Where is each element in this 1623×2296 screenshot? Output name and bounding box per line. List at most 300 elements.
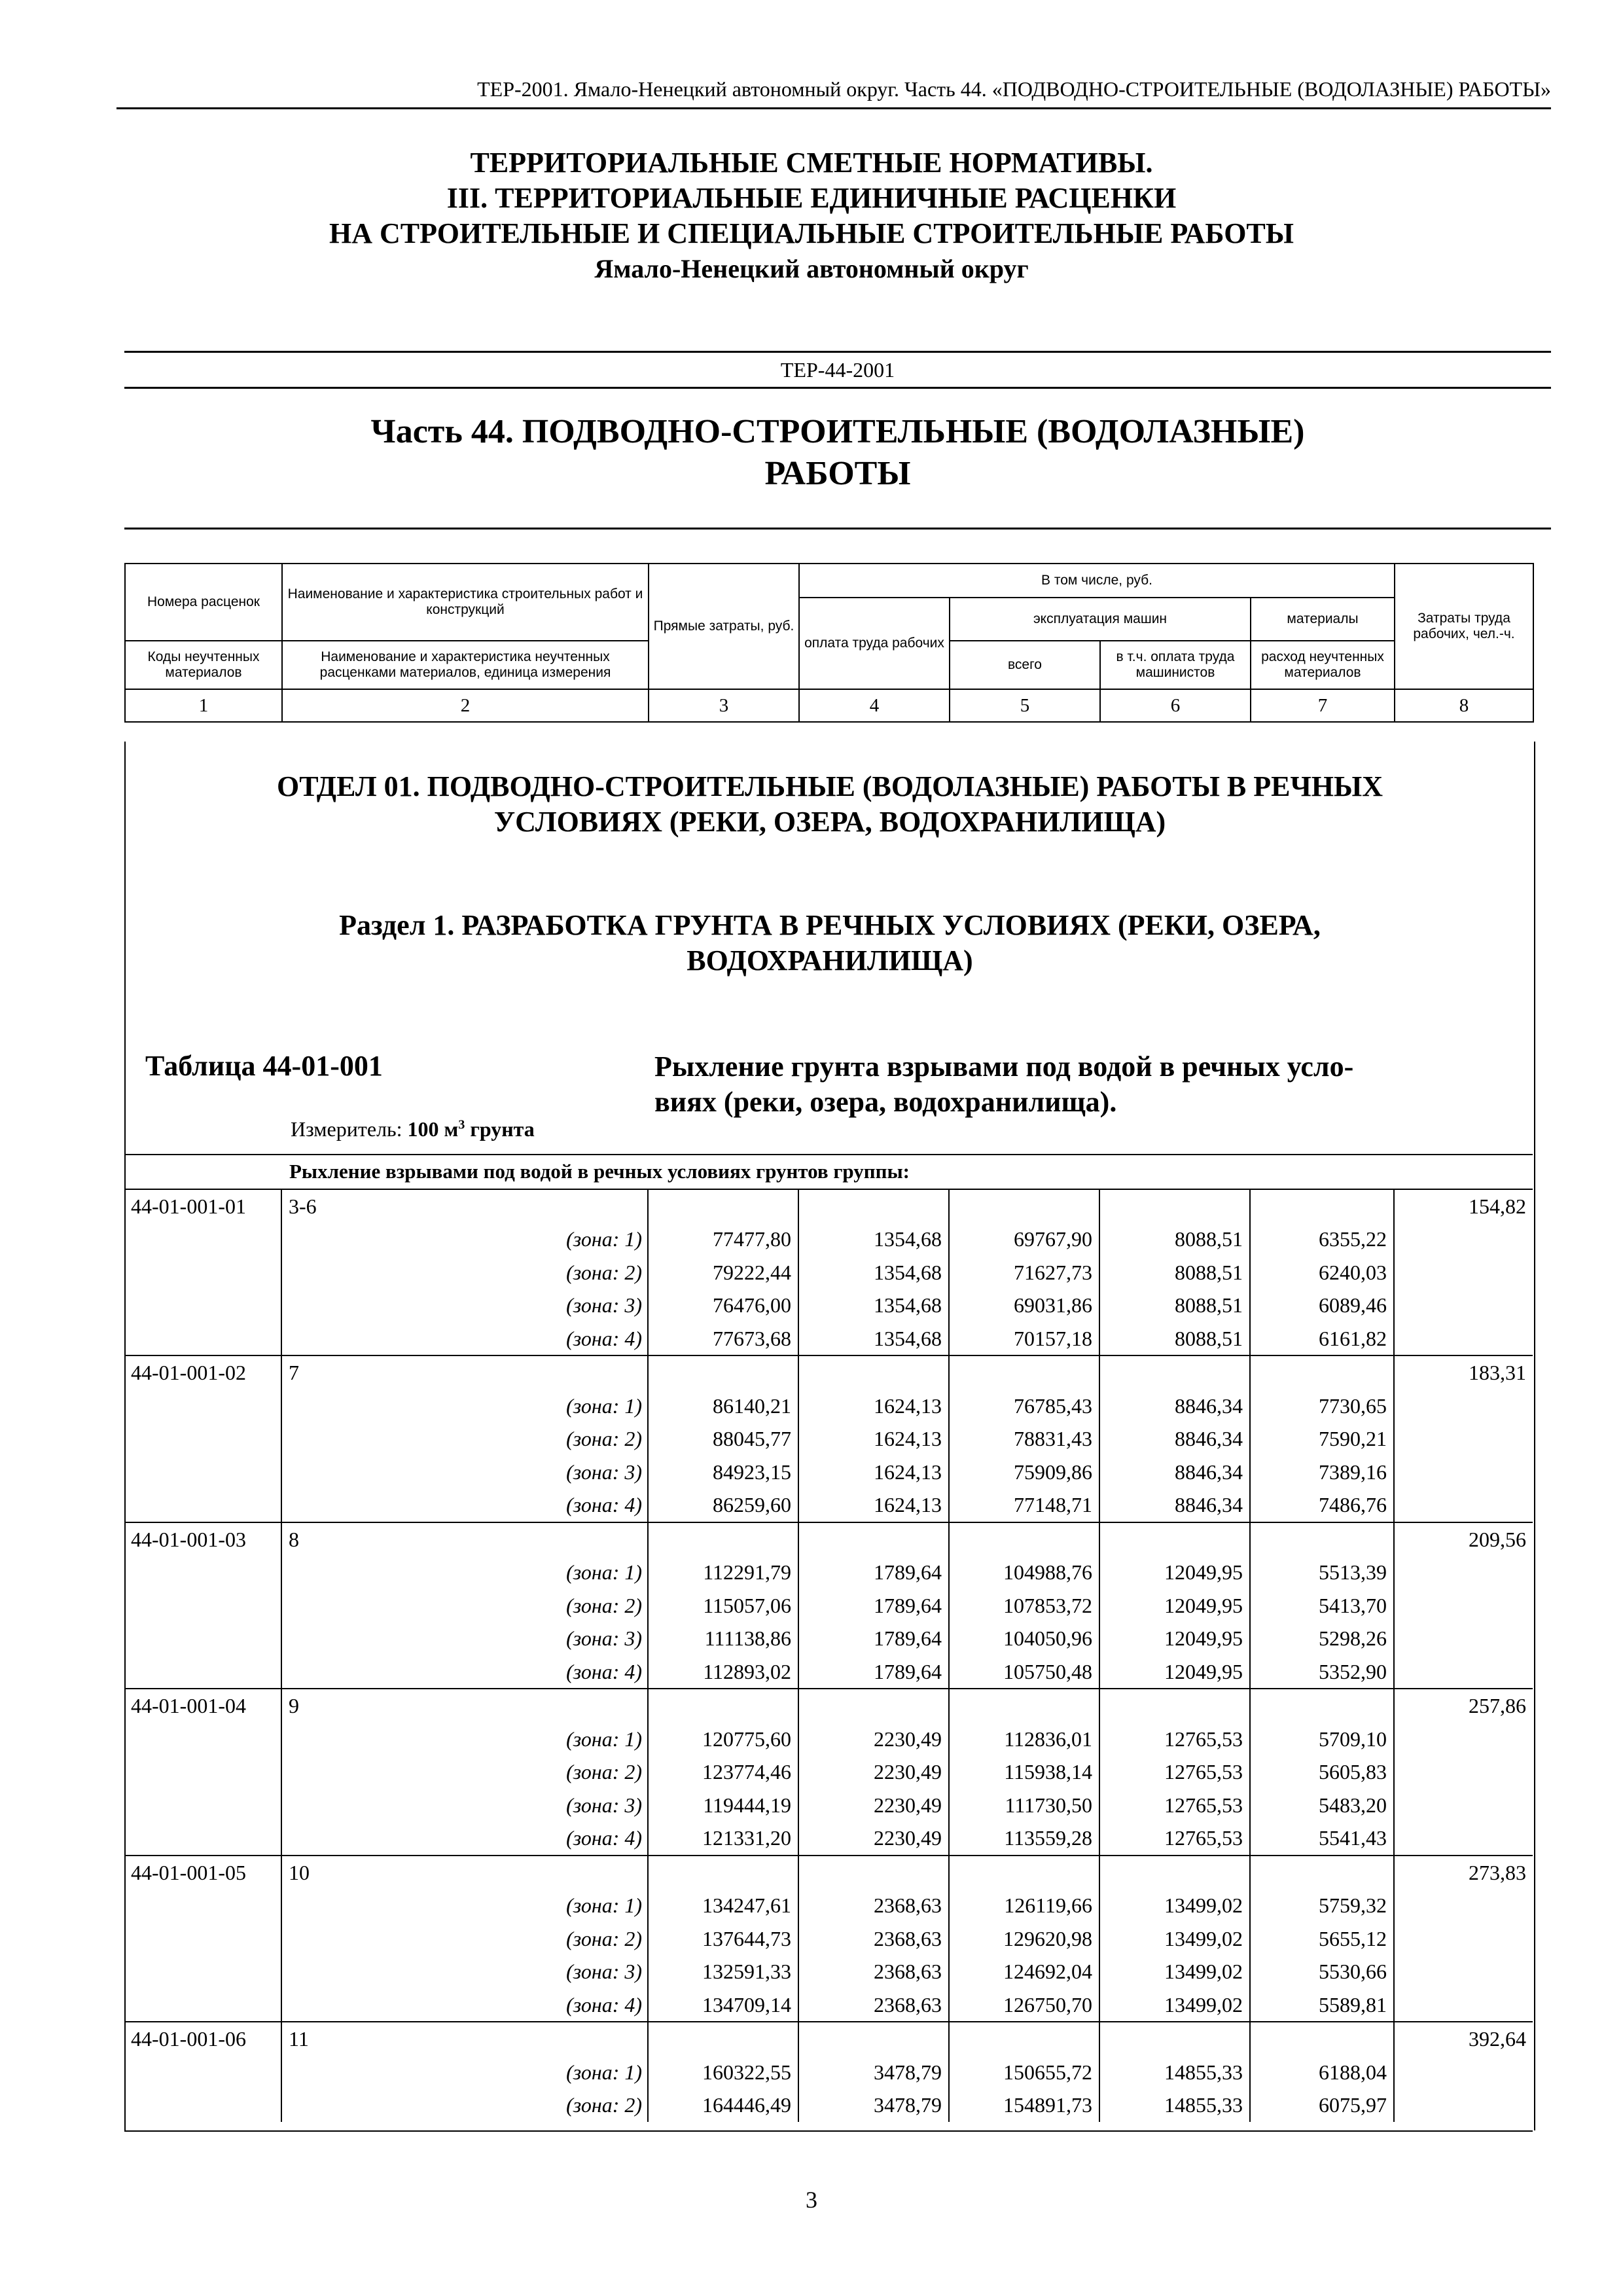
empty-cell bbox=[124, 2056, 281, 2089]
direct-cost: 76476,00 bbox=[648, 1289, 798, 1322]
worker-wages: 1624,13 bbox=[798, 1422, 949, 1456]
division-title-line-1: ОТДЕЛ 01. ПОДВОДНО-СТРОИТЕЛЬНЫЕ (ВОДОЛАЗНЫЕ) РАБОТЫ В РЕЧНЫХ bbox=[277, 770, 1383, 802]
empty-cell bbox=[648, 1355, 798, 1390]
worker-wages: 1789,64 bbox=[798, 1556, 949, 1589]
materials-cost: 6355,22 bbox=[1250, 1223, 1394, 1256]
zone-label: (зона: 2) bbox=[281, 2089, 648, 2122]
empty-cell bbox=[1394, 1289, 1533, 1322]
empty-cell bbox=[648, 1189, 798, 1223]
zone-row bbox=[124, 1556, 1533, 1589]
zone-row bbox=[124, 1789, 1533, 1822]
empty-cell bbox=[1394, 1390, 1533, 1423]
zone-row bbox=[124, 1622, 1533, 1655]
machinist-wages: 13499,02 bbox=[1099, 1988, 1250, 2022]
worker-wages: 1354,68 bbox=[798, 1223, 949, 1256]
empty-cell bbox=[124, 1322, 281, 1356]
machine-cost: 107853,72 bbox=[949, 1589, 1099, 1623]
direct-cost: 164446,49 bbox=[648, 2089, 798, 2122]
worker-wages: 1354,68 bbox=[798, 1289, 949, 1322]
soil-group: 3-6 bbox=[281, 1189, 648, 1223]
empty-cell bbox=[1394, 1589, 1533, 1623]
empty-cell bbox=[1099, 1522, 1250, 1556]
empty-cell bbox=[1250, 1689, 1394, 1723]
worker-wages: 1789,64 bbox=[798, 1655, 949, 1689]
labor-cost: 209,56 bbox=[1394, 1522, 1533, 1556]
rate-row bbox=[124, 1355, 1533, 1390]
direct-cost: 119444,19 bbox=[648, 1789, 798, 1822]
soil-group: 11 bbox=[281, 2022, 648, 2056]
empty-cell bbox=[949, 1856, 1099, 1890]
group-label: Рыхление взрывами под водой в речных условиях грунтов группы: bbox=[124, 1155, 1533, 1189]
direct-cost: 137644,73 bbox=[648, 1922, 798, 1956]
worker-wages: 2368,63 bbox=[798, 1955, 949, 1988]
direct-cost: 111138,86 bbox=[648, 1622, 798, 1655]
part-title-line-2: РАБОТЫ bbox=[764, 455, 911, 492]
header-col3: Прямые затраты, руб. bbox=[649, 564, 799, 689]
rate-code: 44-01-001-06 bbox=[124, 2022, 281, 2056]
zone-label: (зона: 3) bbox=[281, 1622, 648, 1655]
zone-label: (зона: 1) bbox=[281, 1556, 648, 1589]
empty-cell bbox=[798, 1355, 949, 1390]
soil-group: 8 bbox=[281, 1522, 648, 1556]
labor-cost: 273,83 bbox=[1394, 1856, 1533, 1890]
direct-cost: 77673,68 bbox=[648, 1322, 798, 1356]
materials-cost: 5530,66 bbox=[1250, 1955, 1394, 1988]
machine-cost: 75909,86 bbox=[949, 1456, 1099, 1489]
title-rule bbox=[124, 528, 1551, 529]
zone-label: (зона: 1) bbox=[281, 2056, 648, 2089]
machine-cost: 71627,73 bbox=[949, 1256, 1099, 1289]
header-col1-bottom: Коды неучтенных материалов bbox=[125, 641, 282, 689]
empty-cell bbox=[124, 1789, 281, 1822]
header-line-1: ТЕРРИТОРИАЛЬНЫЕ СМЕТНЫЕ НОРМАТИВЫ. bbox=[470, 147, 1153, 179]
zone-row bbox=[124, 2089, 1533, 2122]
running-head: ТЕР-2001. Ямало-Ненецкий автономный округ. Часть 44. «ПОДВОДНО-СТРОИТЕЛЬНЫЕ (ВОДОЛАЗНЫЕ) РАБОТЫ» bbox=[116, 71, 1551, 109]
empty-cell bbox=[1394, 1988, 1533, 2022]
zone-label: (зона: 3) bbox=[281, 1456, 648, 1489]
zone-row bbox=[124, 1488, 1533, 1522]
empty-cell bbox=[1394, 1789, 1533, 1822]
empty-cell bbox=[124, 1589, 281, 1623]
empty-cell bbox=[1250, 1189, 1394, 1223]
section-title-line-1: Раздел 1. РАЗРАБОТКА ГРУНТА В РЕЧНЫХ УСЛОВИЯХ (РЕКИ, ОЗЕРА, bbox=[339, 909, 1321, 941]
header-line-3: НА СТРОИТЕЛЬНЫЕ И СПЕЦИАЛЬНЫЕ СТРОИТЕЛЬНЫЕ РАБОТЫ bbox=[329, 217, 1294, 249]
empty-cell bbox=[124, 1955, 281, 1988]
materials-cost: 5483,20 bbox=[1250, 1789, 1394, 1822]
zone-label: (зона: 2) bbox=[281, 1589, 648, 1623]
division-title bbox=[126, 769, 1534, 840]
group-label-row bbox=[124, 1155, 1533, 1189]
empty-cell bbox=[1394, 1655, 1533, 1689]
zone-row bbox=[124, 1955, 1533, 1988]
empty-cell bbox=[1394, 2056, 1533, 2089]
zone-row bbox=[124, 2056, 1533, 2089]
zone-row bbox=[124, 1723, 1533, 1756]
empty-cell bbox=[1099, 1689, 1250, 1723]
zone-row bbox=[124, 1889, 1533, 1922]
zone-row bbox=[124, 1922, 1533, 1956]
section-title-line-2: ВОДОХРАНИЛИЩА) bbox=[687, 944, 973, 977]
direct-cost: 115057,06 bbox=[648, 1589, 798, 1623]
materials-cost: 5413,70 bbox=[1250, 1589, 1394, 1623]
machine-cost: 154891,73 bbox=[949, 2089, 1099, 2122]
machinist-wages: 13499,02 bbox=[1099, 1889, 1250, 1922]
materials-cost: 7389,16 bbox=[1250, 1456, 1394, 1489]
machine-cost: 76785,43 bbox=[949, 1390, 1099, 1423]
zone-row bbox=[124, 1422, 1533, 1456]
rate-row bbox=[124, 1522, 1533, 1556]
empty-cell bbox=[1394, 1456, 1533, 1489]
col-number: 8 bbox=[1395, 689, 1533, 722]
empty-cell bbox=[798, 1189, 949, 1223]
empty-cell bbox=[798, 2022, 949, 2056]
header-incl: В том числе, руб. bbox=[799, 564, 1395, 598]
document-code: ТЕР-44-2001 bbox=[124, 351, 1551, 389]
header-col6: в т.ч. оплата труда машинистов bbox=[1100, 641, 1251, 689]
part-title bbox=[124, 411, 1551, 495]
soil-group: 10 bbox=[281, 1856, 648, 1890]
zone-row bbox=[124, 1223, 1533, 1256]
labor-cost: 257,86 bbox=[1394, 1689, 1533, 1723]
col-number: 3 bbox=[649, 689, 799, 722]
header-col1-top: Номера расценок bbox=[125, 564, 282, 641]
empty-cell bbox=[124, 1456, 281, 1489]
materials-cost: 5605,83 bbox=[1250, 1755, 1394, 1789]
machine-cost: 126750,70 bbox=[949, 1988, 1099, 2022]
zone-row bbox=[124, 1655, 1533, 1689]
worker-wages: 2230,49 bbox=[798, 1755, 949, 1789]
machinist-wages: 8088,51 bbox=[1099, 1289, 1250, 1322]
empty-cell bbox=[949, 1522, 1099, 1556]
materials-cost: 5589,81 bbox=[1250, 1988, 1394, 2022]
direct-cost: 77477,80 bbox=[648, 1223, 798, 1256]
machinist-wages: 12049,95 bbox=[1099, 1556, 1250, 1589]
worker-wages: 2368,63 bbox=[798, 1889, 949, 1922]
machine-cost: 78831,43 bbox=[949, 1422, 1099, 1456]
page-number: 3 bbox=[806, 2187, 817, 2213]
materials-cost: 6161,82 bbox=[1250, 1322, 1394, 1356]
materials-cost: 5709,10 bbox=[1250, 1723, 1394, 1756]
direct-cost: 112291,79 bbox=[648, 1556, 798, 1589]
zone-label: (зона: 4) bbox=[281, 1821, 648, 1856]
machine-cost: 111730,50 bbox=[949, 1789, 1099, 1822]
zone-label: (зона: 1) bbox=[281, 1223, 648, 1256]
empty-cell bbox=[1394, 1821, 1533, 1856]
worker-wages: 3478,79 bbox=[798, 2056, 949, 2089]
empty-cell bbox=[1099, 1856, 1250, 1890]
division-title-line-2: УСЛОВИЯХ (РЕКИ, ОЗЕРА, ВОДОХРАНИЛИЩА) bbox=[493, 806, 1166, 838]
machinist-wages: 12765,53 bbox=[1099, 1723, 1250, 1756]
direct-cost: 79222,44 bbox=[648, 1256, 798, 1289]
col-number: 4 bbox=[799, 689, 950, 722]
machine-cost: 112836,01 bbox=[949, 1723, 1099, 1756]
table-number: Таблица 44-01-001 bbox=[145, 1050, 383, 1082]
machinist-wages: 8846,34 bbox=[1099, 1390, 1250, 1423]
zone-label: (зона: 2) bbox=[281, 1422, 648, 1456]
zone-row bbox=[124, 1755, 1533, 1789]
worker-wages: 1789,64 bbox=[798, 1589, 949, 1623]
materials-cost: 5513,39 bbox=[1250, 1556, 1394, 1589]
materials-cost: 7486,76 bbox=[1250, 1488, 1394, 1522]
machine-cost: 105750,48 bbox=[949, 1655, 1099, 1689]
machinist-wages: 12765,53 bbox=[1099, 1789, 1250, 1822]
worker-wages: 1789,64 bbox=[798, 1622, 949, 1655]
empty-cell bbox=[949, 1689, 1099, 1723]
empty-cell bbox=[798, 1856, 949, 1890]
empty-cell bbox=[1394, 1755, 1533, 1789]
materials-cost: 5541,43 bbox=[1250, 1821, 1394, 1856]
machinist-wages: 8088,51 bbox=[1099, 1223, 1250, 1256]
machinist-wages: 12765,53 bbox=[1099, 1755, 1250, 1789]
empty-cell bbox=[648, 1522, 798, 1556]
machinist-wages: 8088,51 bbox=[1099, 1256, 1250, 1289]
empty-cell bbox=[648, 1689, 798, 1723]
zone-row bbox=[124, 1390, 1533, 1423]
empty-cell bbox=[124, 1289, 281, 1322]
machine-cost: 104050,96 bbox=[949, 1622, 1099, 1655]
empty-cell bbox=[1099, 2022, 1250, 2056]
labor-cost: 154,82 bbox=[1394, 1189, 1533, 1223]
zone-label: (зона: 1) bbox=[281, 1723, 648, 1756]
worker-wages: 2230,49 bbox=[798, 1789, 949, 1822]
machine-cost: 124692,04 bbox=[949, 1955, 1099, 1988]
machine-cost: 115938,14 bbox=[949, 1755, 1099, 1789]
empty-cell bbox=[1250, 1856, 1394, 1890]
empty-cell bbox=[1394, 1322, 1533, 1356]
price-table bbox=[124, 1154, 1533, 2122]
meter bbox=[291, 1117, 535, 1141]
empty-cell bbox=[1394, 1488, 1533, 1522]
machine-cost: 104988,76 bbox=[949, 1556, 1099, 1589]
empty-cell bbox=[1394, 1422, 1533, 1456]
zone-label: (зона: 2) bbox=[281, 1755, 648, 1789]
zone-label: (зона: 3) bbox=[281, 1789, 648, 1822]
empty-cell bbox=[949, 2022, 1099, 2056]
empty-cell bbox=[124, 1422, 281, 1456]
machine-cost: 150655,72 bbox=[949, 2056, 1099, 2089]
header-col8: Затраты труда рабочих, чел.-ч. bbox=[1395, 564, 1533, 689]
col-number: 7 bbox=[1251, 689, 1395, 722]
materials-cost: 6075,97 bbox=[1250, 2089, 1394, 2122]
table-header bbox=[124, 563, 1533, 723]
header-col7: расход неучтенных материалов bbox=[1251, 641, 1395, 689]
zone-row bbox=[124, 1589, 1533, 1623]
materials-cost: 5759,32 bbox=[1250, 1889, 1394, 1922]
header-col5: всего bbox=[950, 641, 1100, 689]
empty-cell bbox=[124, 1755, 281, 1789]
materials-cost: 5298,26 bbox=[1250, 1622, 1394, 1655]
empty-cell bbox=[124, 1922, 281, 1956]
machinist-wages: 12049,95 bbox=[1099, 1589, 1250, 1623]
empty-cell bbox=[798, 1689, 949, 1723]
empty-cell bbox=[1394, 1622, 1533, 1655]
section-title bbox=[126, 908, 1534, 978]
direct-cost: 132591,33 bbox=[648, 1955, 798, 1988]
zone-row bbox=[124, 1456, 1533, 1489]
col-number: 5 bbox=[950, 689, 1100, 722]
rate-row bbox=[124, 1689, 1533, 1723]
rate-row bbox=[124, 1856, 1533, 1890]
machinist-wages: 8846,34 bbox=[1099, 1488, 1250, 1522]
header-col2-top: Наименование и характеристика строительных работ и конструкций bbox=[282, 564, 649, 641]
machine-cost: 70157,18 bbox=[949, 1322, 1099, 1356]
worker-wages: 2230,49 bbox=[798, 1723, 949, 1756]
machine-cost: 129620,98 bbox=[949, 1922, 1099, 1956]
worker-wages: 1624,13 bbox=[798, 1488, 949, 1522]
materials-cost: 6240,03 bbox=[1250, 1256, 1394, 1289]
zone-label: (зона: 2) bbox=[281, 1922, 648, 1956]
empty-cell bbox=[124, 1988, 281, 2022]
zone-label: (зона: 4) bbox=[281, 1655, 648, 1689]
machine-cost: 113559,28 bbox=[949, 1821, 1099, 1856]
direct-cost: 134247,61 bbox=[648, 1889, 798, 1922]
zone-row bbox=[124, 1821, 1533, 1856]
zone-label: (зона: 1) bbox=[281, 1390, 648, 1423]
materials-cost: 5655,12 bbox=[1250, 1922, 1394, 1956]
materials-cost: 7590,21 bbox=[1250, 1422, 1394, 1456]
col-number: 1 bbox=[125, 689, 282, 722]
empty-cell bbox=[124, 1655, 281, 1689]
header-line-2: III. ТЕРРИТОРИАЛЬНЫЕ ЕДИНИЧНЫЕ РАСЦЕНКИ bbox=[446, 182, 1177, 214]
zone-label: (зона: 2) bbox=[281, 1256, 648, 1289]
empty-cell bbox=[124, 2089, 281, 2122]
materials-cost: 5352,90 bbox=[1250, 1655, 1394, 1689]
worker-wages: 1624,13 bbox=[798, 1456, 949, 1489]
empty-cell bbox=[1394, 1556, 1533, 1589]
machine-cost: 69031,86 bbox=[949, 1289, 1099, 1322]
worker-wages: 2368,63 bbox=[798, 1922, 949, 1956]
col-number: 6 bbox=[1100, 689, 1251, 722]
zone-row bbox=[124, 1322, 1533, 1356]
soil-group: 9 bbox=[281, 1689, 648, 1723]
direct-cost: 120775,60 bbox=[648, 1723, 798, 1756]
machinist-wages: 12049,95 bbox=[1099, 1655, 1250, 1689]
empty-cell bbox=[1394, 1256, 1533, 1289]
direct-cost: 123774,46 bbox=[648, 1755, 798, 1789]
empty-cell bbox=[1394, 1955, 1533, 1988]
rate-code: 44-01-001-02 bbox=[124, 1355, 281, 1390]
machinist-wages: 13499,02 bbox=[1099, 1955, 1250, 1988]
empty-cell bbox=[1394, 1889, 1533, 1922]
labor-cost: 392,64 bbox=[1394, 2022, 1533, 2056]
empty-cell bbox=[124, 1889, 281, 1922]
worker-wages: 2230,49 bbox=[798, 1821, 949, 1856]
empty-cell bbox=[1394, 1223, 1533, 1256]
zone-label: (зона: 4) bbox=[281, 1988, 648, 2022]
header-machines: эксплуатация машин bbox=[950, 598, 1251, 641]
meter-value: 100 $м^3$ грунта bbox=[407, 1117, 535, 1141]
zone-row bbox=[124, 1988, 1533, 2022]
zone-label: (зона: 3) bbox=[281, 1955, 648, 1988]
header-col2-bottom: Наименование и характеристика неучтенных расценками материалов, единица измерения bbox=[282, 641, 649, 689]
zone-row bbox=[124, 1289, 1533, 1322]
empty-cell bbox=[124, 1723, 281, 1756]
materials-cost: 6089,46 bbox=[1250, 1289, 1394, 1322]
machine-cost: 126119,66 bbox=[949, 1889, 1099, 1922]
worker-wages: 2368,63 bbox=[798, 1988, 949, 2022]
meter-label: Измеритель: bbox=[291, 1117, 408, 1141]
empty-cell bbox=[648, 1856, 798, 1890]
machine-cost: 69767,90 bbox=[949, 1223, 1099, 1256]
empty-cell bbox=[1394, 2089, 1533, 2122]
machinist-wages: 12049,95 bbox=[1099, 1622, 1250, 1655]
direct-cost: 88045,77 bbox=[648, 1422, 798, 1456]
zone-label: (зона: 1) bbox=[281, 1889, 648, 1922]
zone-label: (зона: 3) bbox=[281, 1289, 648, 1322]
materials-cost: 7730,65 bbox=[1250, 1390, 1394, 1423]
table-name-line-2: виях (реки, озера, водохранилища). bbox=[654, 1086, 1117, 1118]
part-title-line-1: Часть 44. ПОДВОДНО-СТРОИТЕЛЬНЫЕ (ВОДОЛАЗНЫЕ) bbox=[370, 413, 1305, 450]
machinist-wages: 8846,34 bbox=[1099, 1422, 1250, 1456]
rate-row bbox=[124, 2022, 1533, 2056]
direct-cost: 86259,60 bbox=[648, 1488, 798, 1522]
machinist-wages: 12765,53 bbox=[1099, 1821, 1250, 1856]
machine-cost: 77148,71 bbox=[949, 1488, 1099, 1522]
empty-cell bbox=[124, 1390, 281, 1423]
direct-cost: 86140,21 bbox=[648, 1390, 798, 1423]
empty-cell bbox=[124, 1556, 281, 1589]
empty-cell bbox=[1394, 1723, 1533, 1756]
table-name-line-1: Рыхление грунта взрывами под водой в речных усло- bbox=[654, 1050, 1354, 1083]
machinist-wages: 13499,02 bbox=[1099, 1922, 1250, 1956]
empty-cell bbox=[124, 1256, 281, 1289]
worker-wages: 1354,68 bbox=[798, 1256, 949, 1289]
table-name bbox=[654, 1049, 1505, 1120]
machinist-wages: 14855,33 bbox=[1099, 2056, 1250, 2089]
empty-cell bbox=[1250, 1522, 1394, 1556]
direct-cost: 84923,15 bbox=[648, 1456, 798, 1489]
empty-cell bbox=[1099, 1189, 1250, 1223]
empty-cell bbox=[124, 1821, 281, 1856]
rate-code: 44-01-001-04 bbox=[124, 1689, 281, 1723]
zone-label: (зона: 4) bbox=[281, 1488, 648, 1522]
machinist-wages: 8088,51 bbox=[1099, 1322, 1250, 1356]
empty-cell bbox=[648, 2022, 798, 2056]
header-materials: материалы bbox=[1251, 598, 1395, 641]
worker-wages: 3478,79 bbox=[798, 2089, 949, 2122]
materials-cost: 6188,04 bbox=[1250, 2056, 1394, 2089]
machinist-wages: 14855,33 bbox=[1099, 2089, 1250, 2122]
rate-code: 44-01-001-05 bbox=[124, 1856, 281, 1890]
zone-row bbox=[124, 1256, 1533, 1289]
header-col4: оплата труда рабочих bbox=[799, 598, 950, 689]
empty-cell bbox=[124, 1622, 281, 1655]
machinist-wages: 8846,34 bbox=[1099, 1456, 1250, 1489]
table-bottom-edge bbox=[124, 2130, 1533, 2132]
direct-cost: 121331,20 bbox=[648, 1821, 798, 1856]
direct-cost: 160322,55 bbox=[648, 2056, 798, 2089]
soil-group: 7 bbox=[281, 1355, 648, 1390]
direct-cost: 134709,14 bbox=[648, 1988, 798, 2022]
empty-cell bbox=[1099, 1355, 1250, 1390]
empty-cell bbox=[1250, 1355, 1394, 1390]
empty-cell bbox=[1250, 2022, 1394, 2056]
empty-cell bbox=[798, 1522, 949, 1556]
col-number: 2 bbox=[282, 689, 649, 722]
labor-cost: 183,31 bbox=[1394, 1355, 1533, 1390]
document-header bbox=[0, 145, 1623, 287]
header-line-4: Ямало-Ненецкий автономный округ bbox=[594, 254, 1029, 283]
worker-wages: 1624,13 bbox=[798, 1390, 949, 1423]
empty-cell bbox=[949, 1189, 1099, 1223]
worker-wages: 1354,68 bbox=[798, 1322, 949, 1356]
direct-cost: 112893,02 bbox=[648, 1655, 798, 1689]
empty-cell bbox=[1394, 1922, 1533, 1956]
empty-cell bbox=[949, 1355, 1099, 1390]
empty-cell bbox=[124, 1223, 281, 1256]
rate-code: 44-01-001-01 bbox=[124, 1189, 281, 1223]
rate-row bbox=[124, 1189, 1533, 1223]
